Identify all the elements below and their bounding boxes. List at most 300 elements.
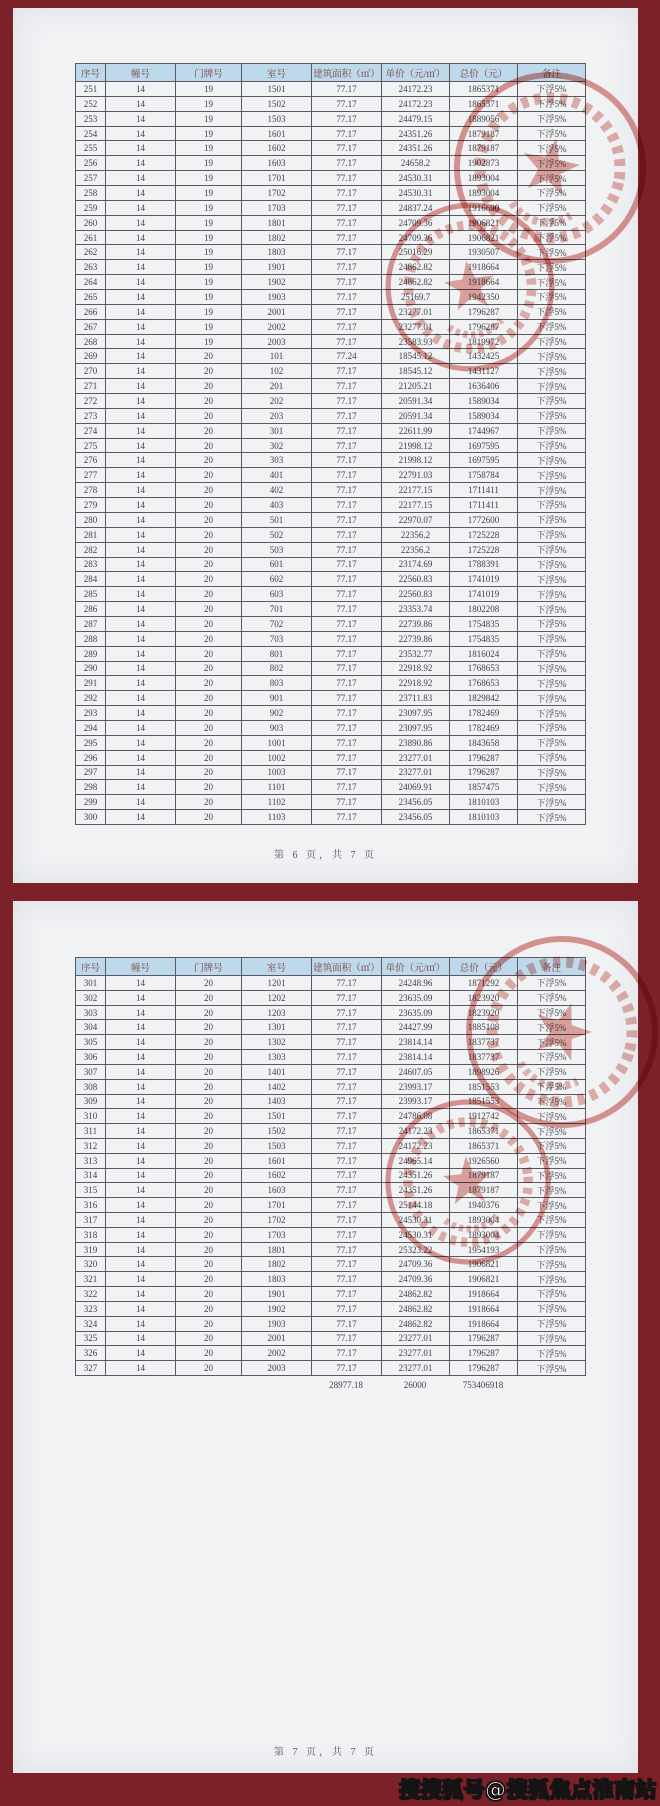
table-cell: 22611.99: [382, 423, 450, 438]
table-cell: 下浮5%: [518, 468, 586, 483]
table-cell: 1401: [242, 1064, 312, 1079]
table-row: [76, 572, 586, 587]
table-cell: 20: [176, 364, 242, 379]
table-header-cell: 室号: [242, 64, 312, 82]
table-cell: 301: [76, 976, 106, 991]
table-cell: 303: [242, 453, 312, 468]
table-cell: 下浮5%: [518, 1094, 586, 1109]
table-cell: 1501: [242, 82, 312, 97]
table-cell: 264: [76, 275, 106, 290]
table-cell: 1801: [242, 215, 312, 230]
table-cell: 1432425: [450, 349, 518, 364]
table-cell: 1782469: [450, 706, 518, 721]
table-cell: 1816024: [450, 646, 518, 661]
table-cell: 19: [176, 319, 242, 334]
table-cell: 903: [242, 720, 312, 735]
table-cell: 22560.83: [382, 572, 450, 587]
table-cell: 288: [76, 631, 106, 646]
table-cell: 20: [176, 750, 242, 765]
table-row: [76, 408, 586, 423]
table-cell: 77.17: [312, 200, 382, 215]
table-cell: 19: [176, 230, 242, 245]
table-cell: 24248.96: [382, 976, 450, 991]
table-cell: 下浮5%: [518, 290, 586, 305]
table-cell: 20: [176, 1242, 242, 1257]
table-cell: 1602: [242, 141, 312, 156]
table-cell: 252: [76, 96, 106, 111]
table-cell: 下浮5%: [518, 572, 586, 587]
table-cell: 1879187: [450, 126, 518, 141]
table-cell: 14: [106, 527, 176, 542]
table-cell: 1803: [242, 1272, 312, 1287]
table-cell: 283: [76, 557, 106, 572]
table-cell: 下浮5%: [518, 171, 586, 186]
price-table-page-7: [75, 957, 586, 1376]
table-cell: 1857475: [450, 780, 518, 795]
table-cell: 306: [76, 1050, 106, 1065]
table-cell: 77.17: [312, 810, 382, 825]
table-cell: 402: [242, 483, 312, 498]
table-cell: 20: [176, 1168, 242, 1183]
table-header-cell: 备注: [518, 64, 586, 82]
table-cell: 77.17: [312, 976, 382, 991]
table-cell: 1902873: [450, 156, 518, 171]
table-cell: 1843658: [450, 735, 518, 750]
table-cell: 20: [176, 780, 242, 795]
table-row: [76, 976, 586, 991]
table-cell: 20: [176, 1124, 242, 1139]
table-header-cell: 幢号: [106, 958, 176, 976]
totals-area: 28977.18: [329, 1380, 363, 1390]
table-cell: 1803: [242, 245, 312, 260]
table-cell: 24069.91: [382, 780, 450, 795]
table-cell: 501: [242, 512, 312, 527]
table-cell: 1885108: [450, 1020, 518, 1035]
table-cell: 1502: [242, 1124, 312, 1139]
table-cell: 251: [76, 82, 106, 97]
table-cell: 20: [176, 1183, 242, 1198]
table-cell: 1871292: [450, 976, 518, 991]
table-row: [76, 735, 586, 750]
table-cell: 下浮5%: [518, 780, 586, 795]
table-cell: 25169.7: [382, 290, 450, 305]
table-cell: 1918664: [450, 1287, 518, 1302]
table-header-row: [76, 958, 586, 976]
table-cell: 24172.23: [382, 1124, 450, 1139]
table-cell: 1865371: [450, 1138, 518, 1153]
table-cell: 285: [76, 587, 106, 602]
table-row: [76, 691, 586, 706]
table-cell: 77.17: [312, 1035, 382, 1050]
table-cell: 下浮5%: [518, 720, 586, 735]
table-cell: 1741019: [450, 587, 518, 602]
table-cell: 77.17: [312, 230, 382, 245]
table-cell: 14: [106, 572, 176, 587]
table-cell: 268: [76, 334, 106, 349]
table-cell: 77.17: [312, 691, 382, 706]
table-cell: 21205.21: [382, 379, 450, 394]
table-cell: 77.17: [312, 1242, 382, 1257]
table-cell: 1865371: [450, 1124, 518, 1139]
table-row: [76, 245, 586, 260]
table-row: [76, 795, 586, 810]
table-cell: 14: [106, 1227, 176, 1242]
table-cell: 20: [176, 661, 242, 676]
table-row: [76, 275, 586, 290]
table-cell: 1906821: [450, 1257, 518, 1272]
table-cell: 77.17: [312, 1064, 382, 1079]
table-row: [76, 661, 586, 676]
table-cell: 1202: [242, 990, 312, 1005]
table-cell: 14: [106, 349, 176, 364]
table-cell: 1711411: [450, 498, 518, 513]
table-cell: 19: [176, 111, 242, 126]
table-cell: 22739.86: [382, 631, 450, 646]
table-cell: 77.17: [312, 245, 382, 260]
table-row: [76, 394, 586, 409]
table-cell: 24862.82: [382, 275, 450, 290]
table-cell: 23277.01: [382, 765, 450, 780]
table-row: [76, 1257, 586, 1272]
table-cell: 201: [242, 379, 312, 394]
table-cell: 20: [176, 602, 242, 617]
table-cell: 1103: [242, 810, 312, 825]
table-cell: 24709.36: [382, 230, 450, 245]
table-cell: 21998.12: [382, 453, 450, 468]
table-cell: 24427.99: [382, 1020, 450, 1035]
table-cell: 503: [242, 542, 312, 557]
table-header-cell: 总价（元）: [450, 958, 518, 976]
table-cell: 1954193: [450, 1242, 518, 1257]
table-cell: 1903: [242, 1316, 312, 1331]
table-cell: 1603: [242, 156, 312, 171]
table-cell: 77.17: [312, 676, 382, 691]
table-cell: 14: [106, 423, 176, 438]
table-cell: 19: [176, 275, 242, 290]
table-cell: 77.17: [312, 468, 382, 483]
table-cell: 77.17: [312, 706, 382, 721]
table-cell: 320: [76, 1257, 106, 1272]
table-cell: 24607.05: [382, 1064, 450, 1079]
table-cell: 下浮5%: [518, 810, 586, 825]
table-cell: 902: [242, 706, 312, 721]
table-cell: 14: [106, 453, 176, 468]
table-cell: 1403: [242, 1094, 312, 1109]
table-cell: 1301: [242, 1020, 312, 1035]
table-cell: 1851553: [450, 1094, 518, 1109]
watermark-text: 搜搜狐号@搜狐焦点淮南站: [399, 1778, 657, 1802]
table-cell: 14: [106, 676, 176, 691]
table-cell: 14: [106, 706, 176, 721]
table-cell: 77.17: [312, 661, 382, 676]
table-cell: 下浮5%: [518, 1183, 586, 1198]
table-cell: 20: [176, 720, 242, 735]
table-cell: 20: [176, 527, 242, 542]
table-cell: 1796287: [450, 319, 518, 334]
table-cell: 1829842: [450, 691, 518, 706]
table-cell: 271: [76, 379, 106, 394]
table-cell: 256: [76, 156, 106, 171]
table-cell: 304: [76, 1020, 106, 1035]
table-cell: 24172.23: [382, 96, 450, 111]
table-cell: 77.17: [312, 1183, 382, 1198]
table-cell: 20: [176, 1346, 242, 1361]
table-cell: 23097.95: [382, 720, 450, 735]
table-cell: 77.17: [312, 1138, 382, 1153]
table-cell: 下浮5%: [518, 765, 586, 780]
table-cell: 1758784: [450, 468, 518, 483]
table-cell: 下浮5%: [518, 304, 586, 319]
table-cell: 270: [76, 364, 106, 379]
table-cell: 下浮5%: [518, 1272, 586, 1287]
table-cell: 289: [76, 646, 106, 661]
table-row: [76, 1287, 586, 1302]
table-cell: 20: [176, 1094, 242, 1109]
table-cell: 20: [176, 1138, 242, 1153]
table-row: [76, 334, 586, 349]
table-cell: 1901: [242, 1287, 312, 1302]
table-cell: 77.17: [312, 498, 382, 513]
table-cell: 77.17: [312, 631, 382, 646]
table-cell: 下浮5%: [518, 498, 586, 513]
table-cell: 24351.26: [382, 141, 450, 156]
table-cell: 下浮5%: [518, 691, 586, 706]
table-cell: 25144.18: [382, 1198, 450, 1213]
table-cell: 1702: [242, 186, 312, 201]
table-row: [76, 379, 586, 394]
table-cell: 14: [106, 1257, 176, 1272]
table-cell: 1918664: [450, 260, 518, 275]
table-cell: 77.17: [312, 1124, 382, 1139]
table-row: [76, 82, 586, 97]
table-cell: 下浮5%: [518, 141, 586, 156]
table-cell: 297: [76, 765, 106, 780]
table-cell: 258: [76, 186, 106, 201]
table-cell: 24709.36: [382, 1272, 450, 1287]
table-row: [76, 260, 586, 275]
table-cell: 下浮5%: [518, 661, 586, 676]
table-row: [76, 765, 586, 780]
table-cell: 1701: [242, 171, 312, 186]
table-cell: 14: [106, 1109, 176, 1124]
table-row: [76, 631, 586, 646]
table-cell: 20: [176, 1316, 242, 1331]
table-row: [76, 646, 586, 661]
table-cell: 1603: [242, 1183, 312, 1198]
table-cell: 下浮5%: [518, 379, 586, 394]
table-cell: 77.17: [312, 1005, 382, 1020]
table-cell: 下浮5%: [518, 976, 586, 991]
table-cell: 253: [76, 111, 106, 126]
table-cell: 77.17: [312, 557, 382, 572]
table-cell: 20: [176, 1035, 242, 1050]
table-cell: 77.17: [312, 483, 382, 498]
table-cell: 14: [106, 810, 176, 825]
table-cell: 20: [176, 691, 242, 706]
table-cell: 1702: [242, 1213, 312, 1228]
table-cell: 317: [76, 1213, 106, 1228]
table-cell: 77.17: [312, 1287, 382, 1302]
table-cell: 702: [242, 616, 312, 631]
table-cell: 802: [242, 661, 312, 676]
table-cell: 1837737: [450, 1050, 518, 1065]
table-cell: 20: [176, 676, 242, 691]
table-cell: 下浮5%: [518, 990, 586, 1005]
table-cell: 下浮5%: [518, 735, 586, 750]
table-cell: 下浮5%: [518, 186, 586, 201]
table-row: [76, 1361, 586, 1376]
table-cell: 23277.01: [382, 1331, 450, 1346]
table-cell: 1801: [242, 1242, 312, 1257]
table-cell: 下浮5%: [518, 1035, 586, 1050]
table-cell: 77.17: [312, 1316, 382, 1331]
table-cell: 22918.92: [382, 661, 450, 676]
table-cell: 1802: [242, 1257, 312, 1272]
table-cell: 22791.03: [382, 468, 450, 483]
table-cell: 下浮5%: [518, 1109, 586, 1124]
table-row: [76, 616, 586, 631]
table-cell: 14: [106, 1316, 176, 1331]
table-cell: 下浮5%: [518, 1064, 586, 1079]
table-cell: 下浮5%: [518, 423, 586, 438]
table-cell: 324: [76, 1316, 106, 1331]
table-cell: 22739.86: [382, 616, 450, 631]
table-row: [76, 1153, 586, 1168]
table-cell: 下浮5%: [518, 82, 586, 97]
table-cell: 1503: [242, 111, 312, 126]
table-cell: 14: [106, 1301, 176, 1316]
table-row: [76, 1079, 586, 1094]
table-cell: 1865371: [450, 82, 518, 97]
document-page-6: [13, 8, 638, 883]
table-cell: 901: [242, 691, 312, 706]
table-cell: 23635.09: [382, 990, 450, 1005]
table-row: [76, 1138, 586, 1153]
table-cell: 77.17: [312, 408, 382, 423]
table-cell: 326: [76, 1346, 106, 1361]
table-row: [76, 423, 586, 438]
table-cell: 1889056: [450, 111, 518, 126]
table-cell: 下浮5%: [518, 542, 586, 557]
table-cell: 77.17: [312, 1094, 382, 1109]
table-cell: 下浮5%: [518, 512, 586, 527]
table-cell: 315: [76, 1183, 106, 1198]
table-cell: 24172.23: [382, 82, 450, 97]
table-cell: 20: [176, 706, 242, 721]
table-cell: 20: [176, 394, 242, 409]
table-cell: 19: [176, 215, 242, 230]
table-cell: 77.17: [312, 720, 382, 735]
table-row: [76, 200, 586, 215]
table-cell: 20: [176, 438, 242, 453]
table-cell: 1796287: [450, 750, 518, 765]
table-cell: 1703: [242, 200, 312, 215]
table-cell: 77.17: [312, 82, 382, 97]
table-cell: 1431127: [450, 364, 518, 379]
table-cell: 202: [242, 394, 312, 409]
table-cell: 290: [76, 661, 106, 676]
table-cell: 2001: [242, 304, 312, 319]
table-cell: 24709.36: [382, 1257, 450, 1272]
table-cell: 14: [106, 438, 176, 453]
table-cell: 14: [106, 1183, 176, 1198]
table-cell: 263: [76, 260, 106, 275]
table-row: [76, 1198, 586, 1213]
table-cell: 14: [106, 587, 176, 602]
table-row: [76, 156, 586, 171]
table-cell: 325: [76, 1331, 106, 1346]
table-cell: 14: [106, 483, 176, 498]
table-cell: 1102: [242, 795, 312, 810]
table-cell: 14: [106, 1035, 176, 1050]
table-cell: 下浮5%: [518, 1050, 586, 1065]
table-cell: 302: [76, 990, 106, 1005]
table-cell: 14: [106, 1287, 176, 1302]
table-cell: 1893004: [450, 1227, 518, 1242]
totals-row: [75, 1380, 585, 1394]
table-cell: 14: [106, 290, 176, 305]
table-row: [76, 1094, 586, 1109]
table-cell: 77.17: [312, 1301, 382, 1316]
table-cell: 23583.93: [382, 334, 450, 349]
table-cell: 1926560: [450, 1153, 518, 1168]
table-row: [76, 750, 586, 765]
table-cell: 2002: [242, 1346, 312, 1361]
table-cell: 1918664: [450, 1301, 518, 1316]
table-cell: 327: [76, 1361, 106, 1376]
table-row: [76, 557, 586, 572]
table-cell: 309: [76, 1094, 106, 1109]
table-cell: 295: [76, 735, 106, 750]
table-cell: 20: [176, 572, 242, 587]
table-cell: 14: [106, 1050, 176, 1065]
table-cell: 22177.15: [382, 483, 450, 498]
table-cell: 24530.31: [382, 186, 450, 201]
table-row: [76, 1124, 586, 1139]
table-cell: 318: [76, 1227, 106, 1242]
table-row: [76, 141, 586, 156]
table-cell: 24965.14: [382, 1153, 450, 1168]
table-cell: 下浮5%: [518, 706, 586, 721]
table-cell: 20: [176, 1287, 242, 1302]
table-cell: 24172.23: [382, 1138, 450, 1153]
table-cell: 下浮5%: [518, 200, 586, 215]
table-cell: 14: [106, 602, 176, 617]
table-cell: 14: [106, 780, 176, 795]
table-cell: 下浮5%: [518, 453, 586, 468]
table-row: [76, 319, 586, 334]
table-cell: 1697595: [450, 438, 518, 453]
table-cell: 20: [176, 1198, 242, 1213]
table-cell: 1879187: [450, 141, 518, 156]
table-cell: 1203: [242, 1005, 312, 1020]
table-row: [76, 1183, 586, 1198]
table-cell: 23711.83: [382, 691, 450, 706]
table-cell: 603: [242, 587, 312, 602]
table-cell: 14: [106, 408, 176, 423]
table-cell: 14: [106, 1005, 176, 1020]
table-cell: 20: [176, 810, 242, 825]
table-cell: 77.17: [312, 171, 382, 186]
table-cell: 1601: [242, 1153, 312, 1168]
table-cell: 77.17: [312, 1361, 382, 1376]
table-row: [76, 990, 586, 1005]
table-cell: 20: [176, 1331, 242, 1346]
table-cell: 下浮5%: [518, 126, 586, 141]
table-cell: 77.17: [312, 423, 382, 438]
table-cell: 323: [76, 1301, 106, 1316]
table-cell: 20: [176, 1213, 242, 1228]
